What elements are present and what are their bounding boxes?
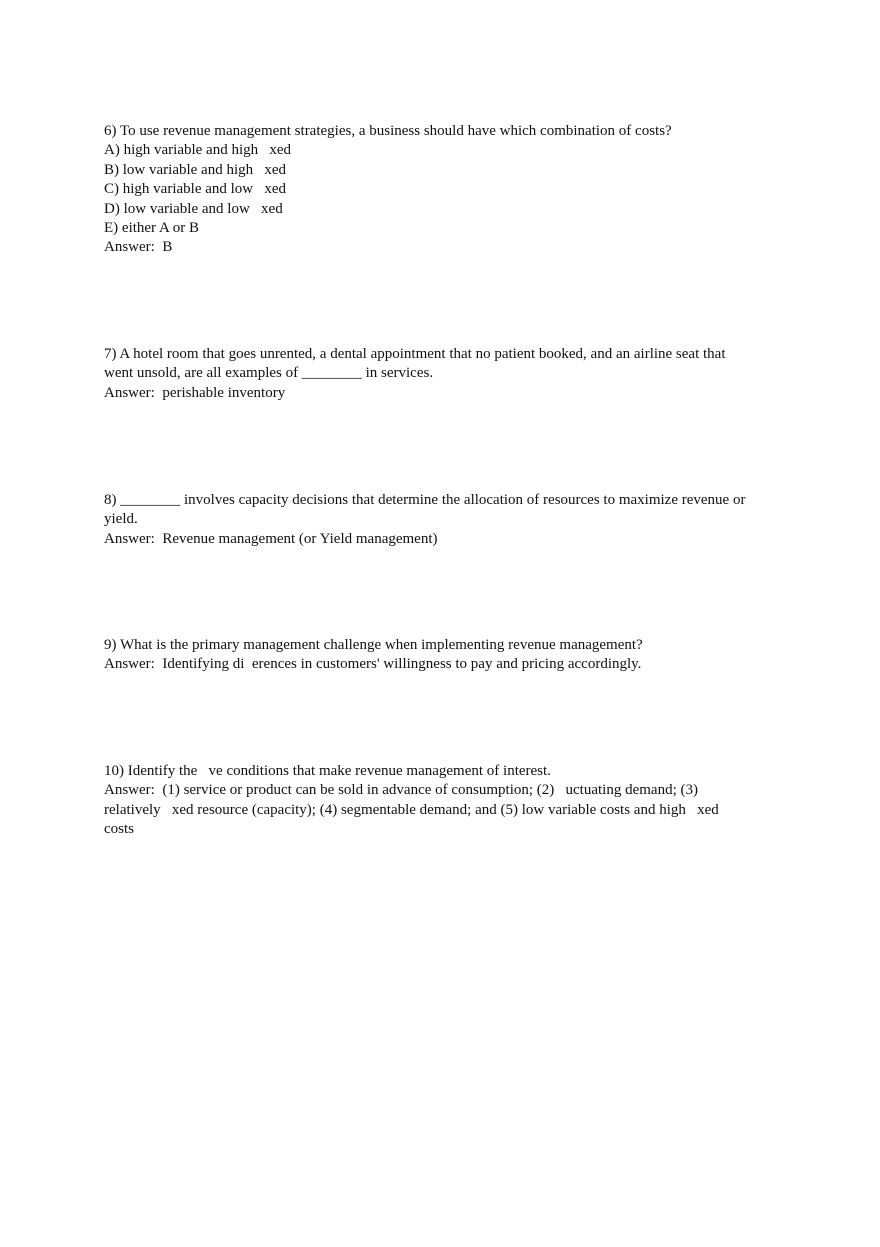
question-7-stem-line-1: 7) A hotel room that goes unrented, a dental appointment that no patient booked, and an airline seat that: [104, 346, 726, 362]
question-8-answer: Answer: Revenue management (or Yield management): [104, 530, 438, 547]
question-10-answer-line-1: Answer: (1) service or product can be sold in advance of consumption; (2) uctuating demand; (3): [104, 782, 698, 799]
question-8-stem-line-2: yield.: [104, 511, 138, 528]
question-10-answer-line-3: costs: [104, 821, 134, 838]
question-9-answer: Answer: Identifying di erences in customers' willingness to pay and pricing accordingly.: [104, 656, 642, 673]
question-6-option-b: B) low variable and high xed: [104, 161, 287, 178]
question-8-stem-line-1: 8) ________ involves capacity decisions that determine the allocation of resources to maximize revenue or: [104, 492, 746, 508]
question-7: [104, 345, 784, 403]
question-6-stem: 6) To use revenue management strategies, a business should have which combination of costs?: [104, 123, 672, 139]
question-7-stem-line-2: went unsold, are all examples of ________ in services.: [104, 365, 434, 382]
question-6-answer: Answer: B: [104, 239, 173, 256]
question-6-option-c: C) high variable and low xed: [104, 181, 287, 198]
question-8: [104, 491, 784, 549]
question-6-option-e: E) either A or B: [104, 220, 199, 237]
question-7-answer: Answer: perishable inventory: [104, 384, 286, 401]
question-10-answer-line-2: relatively xed resource (capacity); (4) segmentable demand; and (5) low variable costs and high xed: [104, 801, 719, 818]
question-9-stem: 9) What is the primary management challenge when implementing revenue management?: [104, 637, 643, 653]
question-6-option-a: A) high variable and high xed: [104, 142, 292, 159]
question-9: [104, 636, 784, 675]
question-6: [104, 122, 784, 258]
question-10-stem: 10) Identify the ve conditions that make revenue management of interest.: [104, 763, 551, 779]
question-10: [104, 762, 784, 840]
question-6-option-d: D) low variable and low xed: [104, 200, 283, 217]
